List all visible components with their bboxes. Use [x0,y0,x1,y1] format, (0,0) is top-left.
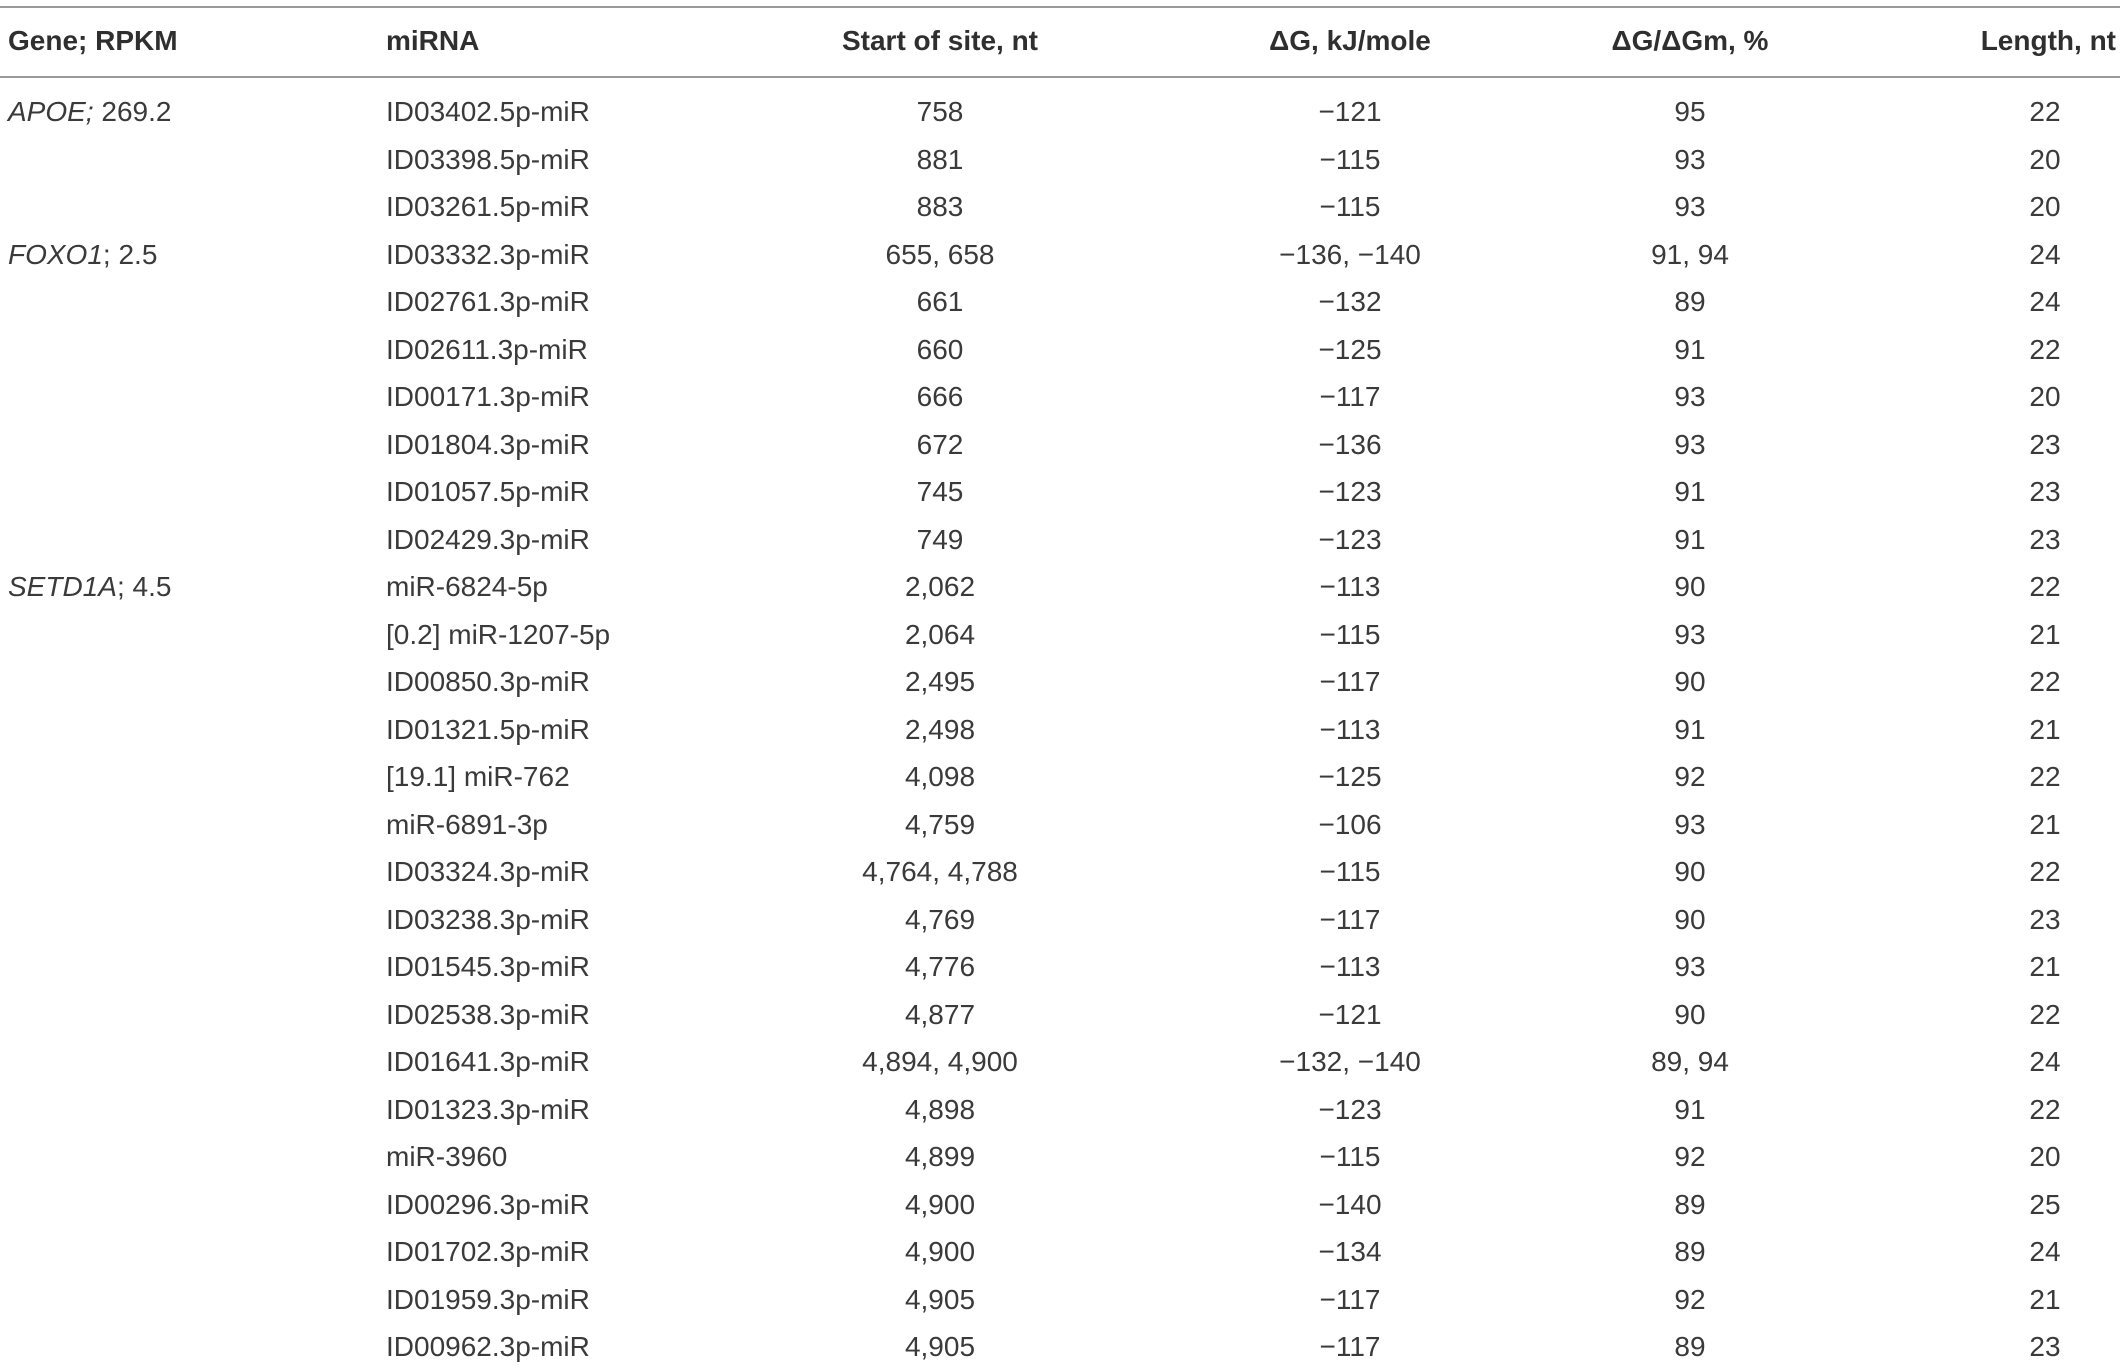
table-row [0,88,2120,136]
gene-rpkm: 269.2 [93,96,172,127]
cell-start-of-site: 4,759 [904,808,976,840]
table-row [0,848,2120,896]
cell-delta-g-ratio: 92 [1674,1141,1706,1172]
cell-delta-g: −113 [1319,571,1381,602]
cell-delta-g-ratio: 91 [1674,476,1706,507]
cell-start-of-site: 655, 658 [885,238,995,270]
cell-delta-g: −123 [1318,523,1382,555]
cell-mirna: ID01959.3p-miR [386,1283,590,1315]
cell-gene [8,563,171,611]
table-row [0,373,2120,421]
table-row [0,943,2120,991]
cell-delta-g-ratio: 91 [1674,333,1706,365]
cell-delta-g-ratio: 90 [1674,998,1706,1030]
table-row [0,136,2120,184]
cell-delta-g: −106 [1318,808,1382,840]
cell-mirna: ID01323.3p-miR [386,1093,590,1125]
table-row [0,421,2120,469]
cell-length: 23 [2029,428,2061,460]
table-row [0,1038,2120,1086]
cell-length: 20 [2029,381,2061,412]
cell-delta-g: −117 [1319,666,1381,697]
cell-length: 23 [2029,1331,2061,1362]
cell-delta-g: −115 [1319,143,1381,175]
table-row [0,183,2120,231]
cell-delta-g-ratio: 89 [1674,1188,1706,1220]
table-row [0,1276,2120,1324]
cell-delta-g: −140 [1318,1188,1382,1220]
cell-delta-g-ratio: 93 [1674,143,1706,175]
cell-start-of-site: 4,899 [904,1141,976,1172]
cell-delta-g: −121 [1318,96,1382,127]
table-row [0,231,2120,279]
cell-start-of-site: 758 [916,96,964,127]
cell-mirna: ID01641.3p-miR [386,1046,590,1077]
table-row [0,563,2120,611]
cell-delta-g: −132, −140 [1279,1046,1421,1077]
cell-length: 22 [2029,761,2061,792]
table-row [0,1228,2120,1276]
cell-start-of-site: 660 [916,333,964,365]
column-header-mirna: miRNA [386,25,480,56]
cell-length: 20 [2029,1141,2061,1172]
cell-length: 22 [2029,333,2061,365]
cell-delta-g: −125 [1318,761,1382,792]
cell-mirna: ID01321.5p-miR [386,713,590,745]
cell-length: 24 [2029,238,2061,270]
cell-length: 21 [2029,713,2061,745]
cell-delta-g-ratio: 93 [1674,381,1706,412]
cell-start-of-site: 672 [916,428,964,460]
table-row [0,801,2120,849]
cell-mirna: ID01804.3p-miR [386,428,590,460]
cell-mirna: ID02429.3p-miR [386,523,590,555]
cell-start-of-site: 749 [916,523,964,555]
cell-start-of-site: 745 [916,476,964,507]
cell-delta-g-ratio: 89 [1674,286,1706,317]
cell-mirna: ID00171.3p-miR [386,381,590,412]
table-row [0,468,2120,516]
cell-start-of-site: 881 [916,143,964,175]
cell-delta-g-ratio: 92 [1674,1283,1706,1315]
cell-delta-g-ratio: 90 [1674,903,1706,935]
gene-name: FOXO1 [8,238,103,270]
cell-length: 20 [2029,143,2061,175]
cell-mirna: ID03261.5p-miR [386,191,590,222]
cell-start-of-site: 4,900 [904,1188,976,1220]
table-row [0,326,2120,374]
cell-start-of-site: 2,064 [904,618,976,650]
cell-mirna: ID03402.5p-miR [386,96,590,127]
column-header-delta-g-ratio: ΔG/ΔGm, % [1611,25,1769,56]
cell-delta-g-ratio: 93 [1674,428,1706,460]
cell-delta-g: −115 [1319,191,1381,222]
column-header-gene: Gene; RPKM [8,25,178,56]
cell-delta-g: −117 [1319,1283,1381,1315]
cell-delta-g: −117 [1319,1331,1381,1362]
cell-length: 24 [2029,286,2061,317]
cell-mirna: ID03398.5p-miR [386,143,590,175]
cell-start-of-site: 883 [916,191,964,222]
cell-start-of-site: 4,905 [904,1331,976,1362]
cell-delta-g-ratio: 89, 94 [1651,1046,1729,1077]
cell-delta-g: −115 [1319,1141,1381,1172]
cell-delta-g-ratio: 93 [1674,191,1706,222]
cell-delta-g-ratio: 90 [1674,856,1706,887]
cell-mirna: ID00296.3p-miR [386,1188,590,1220]
cell-mirna: ID01545.3p-miR [386,951,590,982]
table-row [0,516,2120,564]
cell-length: 20 [2029,191,2061,222]
cell-delta-g-ratio: 89 [1674,1331,1706,1362]
cell-delta-g: −117 [1319,381,1381,412]
cell-gene [8,88,171,136]
table-header-rule [0,76,2120,78]
table-header-row [0,8,2120,76]
cell-length: 24 [2029,1046,2061,1077]
cell-length: 23 [2029,903,2061,935]
table-row [0,1133,2120,1181]
cell-length: 23 [2029,476,2061,507]
cell-length: 22 [2029,998,2061,1030]
cell-mirna: [19.1] miR-762 [386,761,570,792]
cell-delta-g: −115 [1319,618,1381,650]
cell-delta-g-ratio: 91, 94 [1651,238,1729,270]
cell-length: 23 [2029,523,2061,555]
cell-length: 21 [2029,951,2061,982]
cell-start-of-site: 4,776 [904,951,976,982]
table-row [0,658,2120,706]
table-row [0,706,2120,754]
cell-start-of-site: 4,894, 4,900 [862,1046,1018,1077]
cell-delta-g-ratio: 91 [1674,523,1706,555]
cell-start-of-site: 4,900 [904,1236,976,1267]
cell-start-of-site: 661 [916,286,964,317]
cell-start-of-site: 4,098 [904,761,976,792]
cell-length: 22 [2029,1093,2061,1125]
cell-delta-g-ratio: 91 [1674,713,1706,745]
cell-delta-g-ratio: 93 [1674,951,1706,982]
cell-length: 21 [2029,618,2061,650]
cell-mirna: ID02538.3p-miR [386,998,590,1030]
cell-length: 21 [2029,808,2061,840]
cell-gene [8,231,157,279]
table-body [0,88,2120,1371]
table-row [0,753,2120,801]
cell-mirna: ID03332.3p-miR [386,238,590,270]
table-row [0,1086,2120,1134]
cell-delta-g-ratio: 90 [1674,666,1706,697]
column-header-start-of-site: Start of site, nt [841,25,1038,56]
table-row [0,991,2120,1039]
cell-delta-g-ratio: 89 [1674,1236,1706,1267]
cell-mirna: ID00962.3p-miR [386,1331,590,1362]
cell-start-of-site: 4,764, 4,788 [862,856,1018,887]
cell-mirna: miR-3960 [386,1141,508,1172]
cell-delta-g-ratio: 90 [1674,571,1706,602]
gene-name: APOE; [8,96,94,127]
cell-mirna: ID01702.3p-miR [386,1236,590,1267]
cell-delta-g: −123 [1318,1093,1382,1125]
table-row [0,1181,2120,1229]
table-row [0,896,2120,944]
cell-mirna: ID01057.5p-miR [386,476,590,507]
cell-length: 22 [2029,666,2061,697]
cell-start-of-site: 4,898 [904,1093,976,1125]
cell-mirna: ID02611.3p-miR [386,333,588,365]
cell-delta-g: −113 [1319,713,1381,745]
gene-rpkm: ; 4.5 [116,571,172,602]
cell-delta-g: −115 [1319,856,1381,887]
cell-start-of-site: 2,498 [904,713,976,745]
cell-start-of-site: 2,062 [904,571,976,602]
table-row [0,1323,2120,1371]
cell-delta-g-ratio: 92 [1674,761,1706,792]
cell-delta-g: −136 [1318,428,1382,460]
cell-delta-g: −132 [1318,286,1382,317]
cell-length: 24 [2029,1236,2061,1267]
cell-mirna: miR-6891-3p [386,808,548,840]
cell-start-of-site: 2,495 [904,666,976,697]
cell-start-of-site: 4,905 [904,1283,976,1315]
cell-delta-g: −125 [1318,333,1382,365]
cell-mirna: ID02761.3p-miR [386,286,590,317]
cell-length: 21 [2029,1283,2061,1315]
cell-delta-g-ratio: 93 [1674,808,1706,840]
cell-length: 22 [2029,96,2061,127]
cell-mirna: ID03324.3p-miR [386,856,590,887]
cell-delta-g: −113 [1319,951,1381,982]
table-row [0,611,2120,659]
cell-delta-g-ratio: 91 [1674,1093,1706,1125]
cell-delta-g-ratio: 95 [1674,96,1706,127]
cell-mirna: ID00850.3p-miR [386,666,590,697]
cell-mirna: [0.2] miR-1207-5p [386,618,611,650]
cell-length: 25 [2029,1188,2061,1220]
cell-length: 22 [2029,856,2061,887]
cell-start-of-site: 4,877 [904,998,976,1030]
cell-delta-g: −117 [1319,903,1381,935]
cell-delta-g-ratio: 93 [1674,618,1706,650]
column-header-delta-g: ΔG, kJ/mole [1269,25,1431,56]
cell-length: 22 [2029,571,2061,602]
column-header-length: Length, nt [1980,25,2116,56]
table-row [0,278,2120,326]
cell-mirna: ID03238.3p-miR [386,903,590,935]
gene-rpkm: ; 2.5 [102,238,158,270]
cell-mirna: miR-6824-5p [386,571,548,602]
cell-delta-g: −121 [1318,998,1382,1030]
cell-delta-g: −136, −140 [1279,238,1421,270]
cell-delta-g: −134 [1318,1236,1382,1267]
cell-start-of-site: 666 [916,381,964,412]
cell-delta-g: −123 [1318,476,1382,507]
cell-start-of-site: 4,769 [904,903,976,935]
gene-name: SETD1A [8,571,117,602]
